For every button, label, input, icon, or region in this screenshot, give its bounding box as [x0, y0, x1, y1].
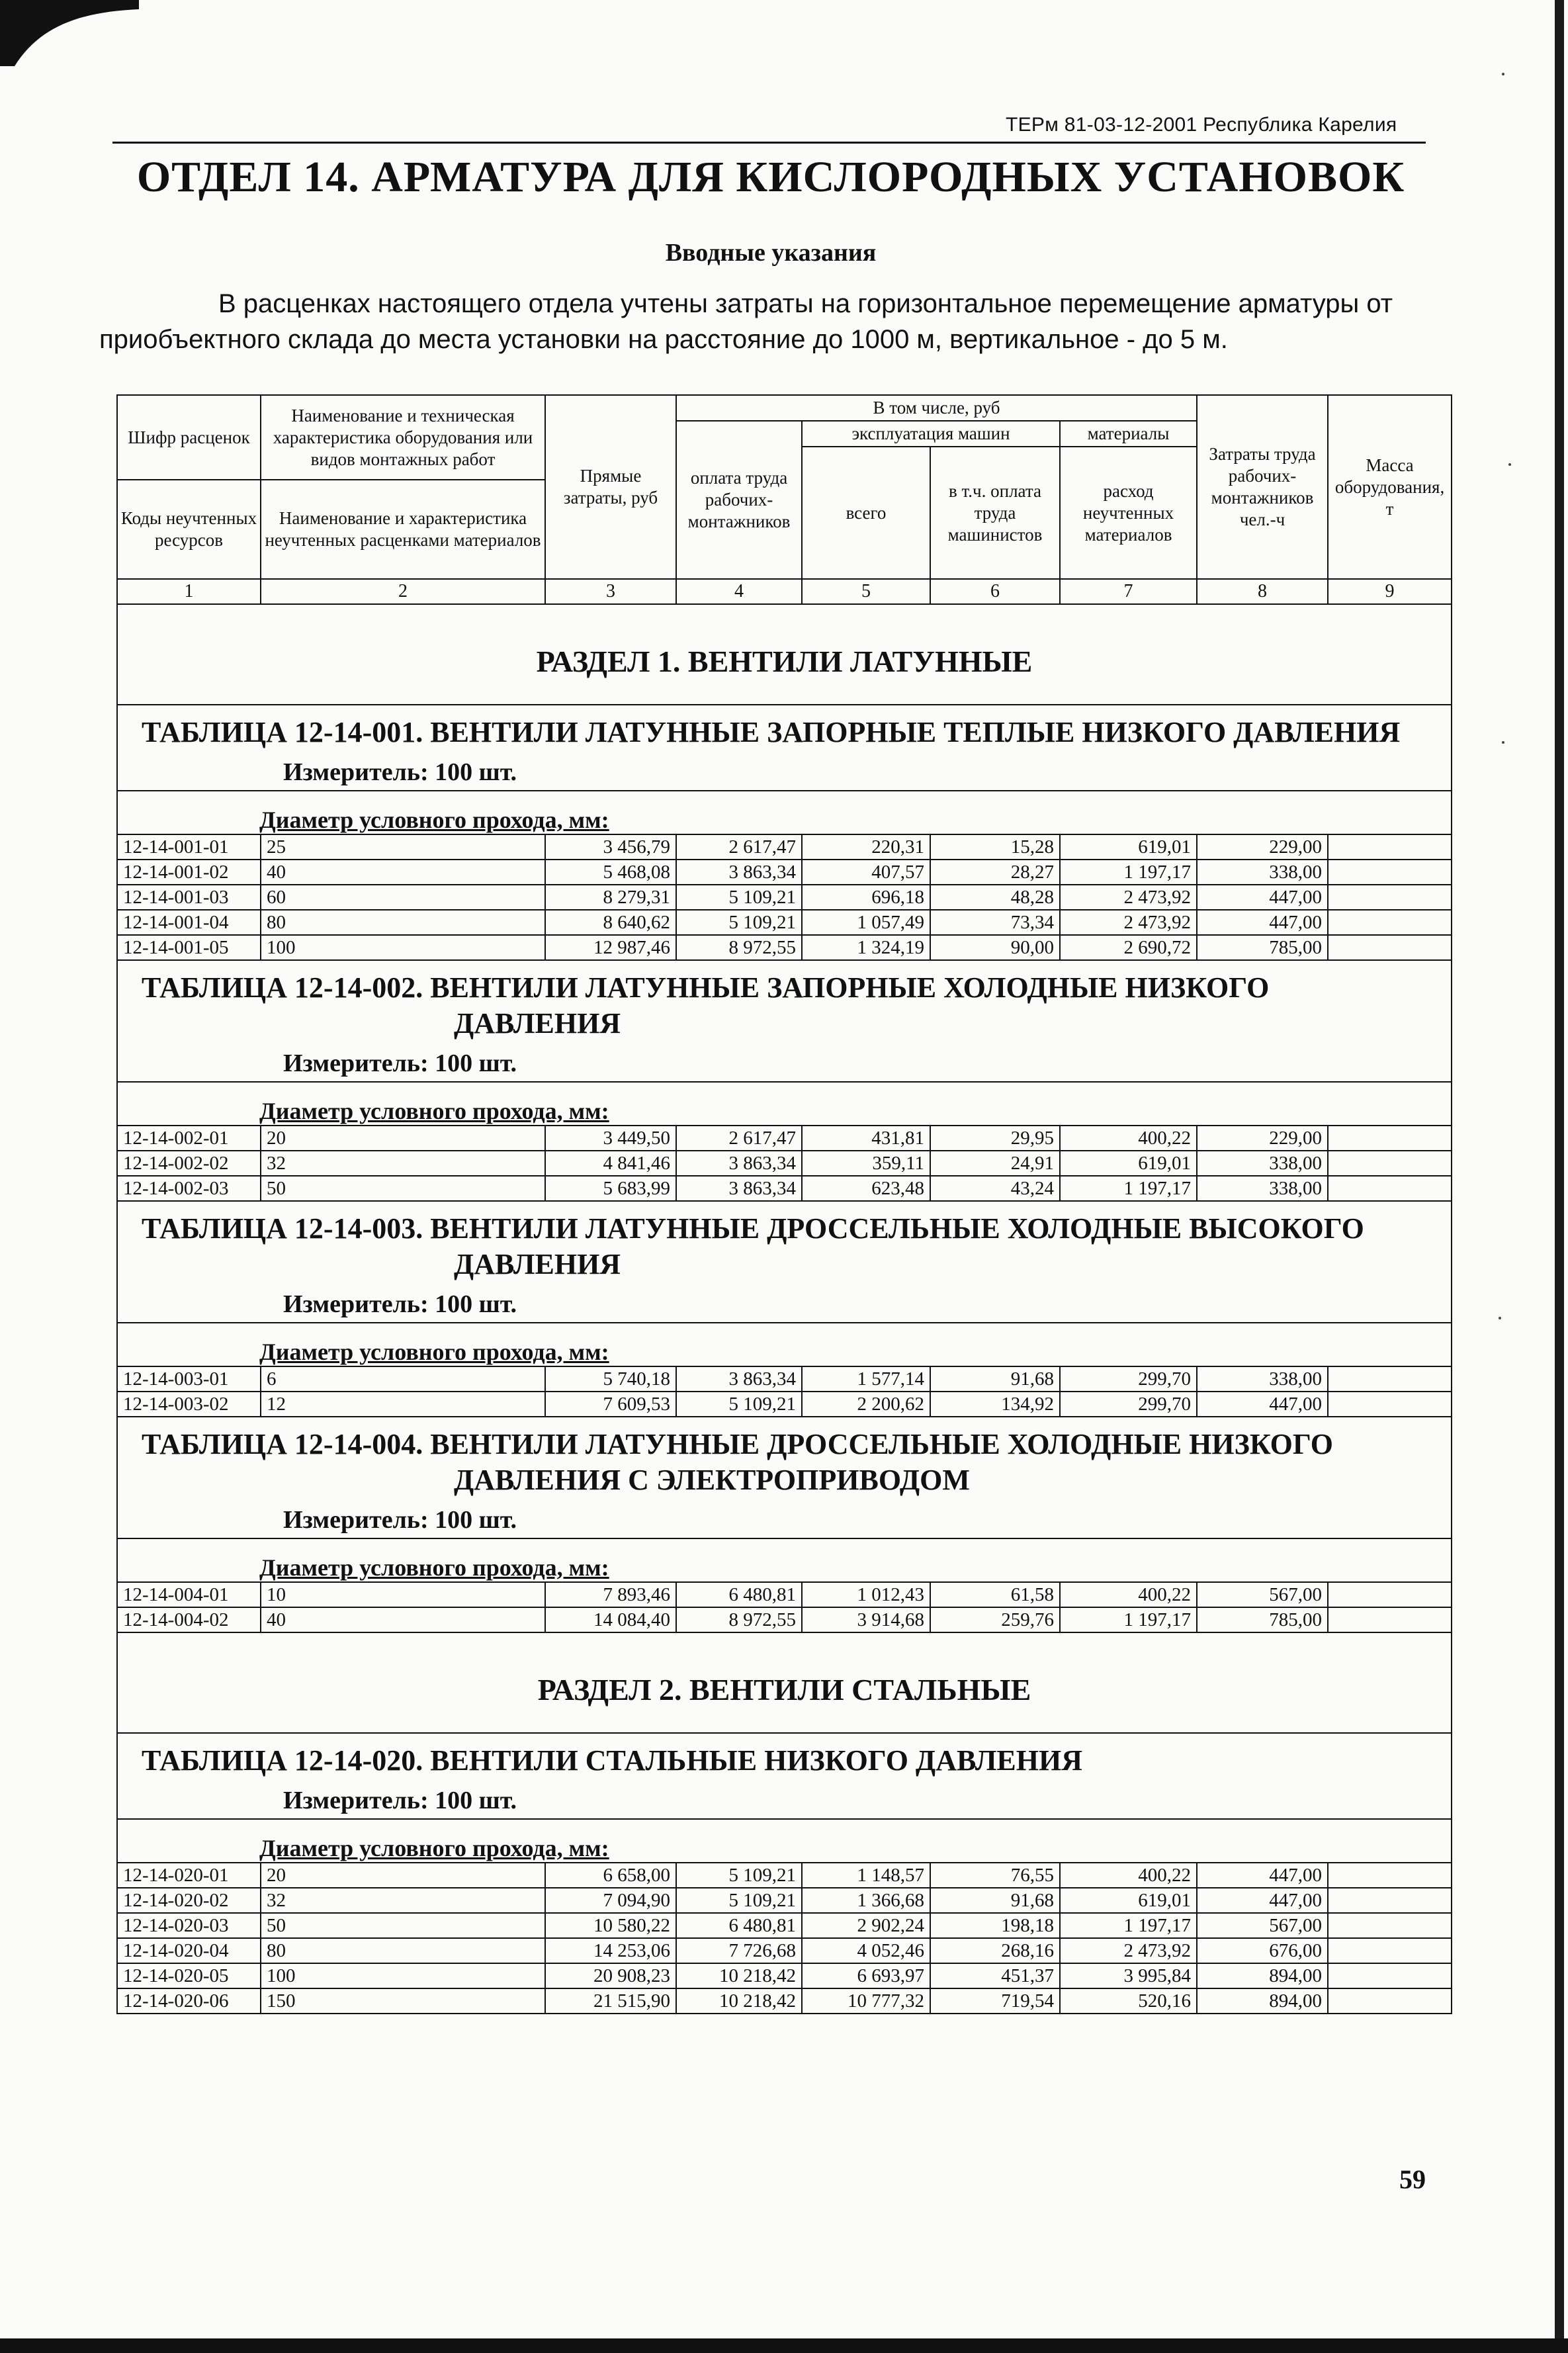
table-cell: 1 148,57	[802, 1863, 930, 1888]
table-cell: 5 109,21	[676, 885, 802, 910]
diameter-row	[117, 791, 1452, 834]
table-cell	[1328, 1582, 1452, 1607]
table-cell: 1 012,43	[802, 1582, 930, 1607]
table-title-continued: ДАВЛЕНИЯ	[454, 1248, 621, 1280]
table-cell	[1328, 935, 1452, 960]
table-cell: 1 324,19	[802, 935, 930, 960]
table-meter	[142, 1783, 1451, 1818]
table-cell: 623,48	[802, 1176, 930, 1201]
table-cell: 134,92	[930, 1392, 1060, 1417]
table-cell: 2 200,62	[802, 1392, 930, 1417]
table-cell: 73,34	[930, 910, 1060, 935]
table-cell: 5 740,18	[545, 1366, 676, 1392]
rate-code-cell: 12-14-001-02	[117, 860, 261, 885]
table-cell: 10 777,32	[802, 1988, 930, 2014]
table-row	[117, 1151, 1452, 1176]
table-cell: 7 094,90	[545, 1888, 676, 1913]
table-cell	[1328, 1963, 1452, 1988]
table-cell: 676,00	[1197, 1938, 1328, 1963]
table-cell: 3 863,34	[676, 1176, 802, 1201]
table-cell: 10 580,22	[545, 1913, 676, 1938]
table-cell: 6 658,00	[545, 1863, 676, 1888]
table-cell	[1328, 860, 1452, 885]
table-row	[117, 834, 1452, 860]
table-cell: 7 609,53	[545, 1392, 676, 1417]
table-cell: 40	[261, 1607, 545, 1632]
table-title: ТАБЛИЦА 12-14-004. ВЕНТИЛИ ЛАТУННЫЕ ДРОССЕЛЬНЫЕ ХОЛОДНЫЕ НИЗКОГО	[142, 1428, 1333, 1460]
diameter-label: Диаметр условного прохода, мм:	[259, 1098, 609, 1124]
table-cell	[1328, 910, 1452, 935]
header-machines-total: всего	[802, 447, 930, 579]
page-number: 59	[1399, 2164, 1426, 2194]
table-cell: 400,22	[1060, 1126, 1197, 1151]
table-cell: 447,00	[1197, 1863, 1328, 1888]
table-cell: 5 109,21	[676, 910, 802, 935]
scan-right-edge	[1555, 0, 1564, 2353]
table-title-block	[117, 1733, 1452, 1819]
table-cell	[1328, 1151, 1452, 1176]
rate-code-cell: 12-14-002-01	[117, 1126, 261, 1151]
table-cell: 229,00	[1197, 834, 1328, 860]
table-cell: 61,58	[930, 1582, 1060, 1607]
table-cell: 785,00	[1197, 1607, 1328, 1632]
table-cell: 3 456,79	[545, 834, 676, 860]
header-name-top: Наименование и техническая характеристика оборудования или видов монтажных работ	[261, 395, 545, 480]
table-cell: 32	[261, 1151, 545, 1176]
column-number: 4	[676, 579, 802, 604]
table-title: ТАБЛИЦА 12-14-002. ВЕНТИЛИ ЛАТУННЫЕ ЗАПОРНЫЕ ХОЛОДНЫЕ НИЗКОГО	[142, 971, 1270, 1004]
table-cell: 2 473,92	[1060, 910, 1197, 935]
table-cell: 4 841,46	[545, 1151, 676, 1176]
table-cell: 338,00	[1197, 860, 1328, 885]
meter-label: Измеритель:	[283, 1787, 429, 1814]
column-number: 5	[802, 579, 930, 604]
scan-speck	[1502, 73, 1504, 75]
table-cell: 10	[261, 1582, 545, 1607]
scan-speck	[1502, 741, 1504, 744]
section-title: РАЗДЕЛ 1. ВЕНТИЛИ ЛАТУННЫЕ	[117, 604, 1452, 705]
table-row	[117, 1392, 1452, 1417]
table-cell: 451,37	[930, 1963, 1060, 1988]
table-cell: 220,31	[802, 834, 930, 860]
rate-code-cell: 12-14-002-02	[117, 1151, 261, 1176]
header-name-bottom: Наименование и характеристика неучтенных расценками материалов	[261, 480, 545, 579]
intro-heading: Вводные указания	[665, 239, 877, 267]
table-cell: 91,68	[930, 1366, 1060, 1392]
table-cell: 2 690,72	[1060, 935, 1197, 960]
table-meter	[142, 1045, 1451, 1081]
rate-code-cell: 12-14-020-06	[117, 1988, 261, 2014]
table-cell: 447,00	[1197, 1392, 1328, 1417]
table-cell: 100	[261, 935, 545, 960]
table-cell: 1 197,17	[1060, 860, 1197, 885]
table-cell: 407,57	[802, 860, 930, 885]
table-cell: 338,00	[1197, 1366, 1328, 1392]
table-cell: 2 473,92	[1060, 1938, 1197, 1963]
table-cell: 719,54	[930, 1988, 1060, 2014]
column-number: 1	[117, 579, 261, 604]
table-cell: 431,81	[802, 1126, 930, 1151]
table-title-block	[117, 1201, 1452, 1323]
table-cell	[1328, 1888, 1452, 1913]
table-cell: 785,00	[1197, 935, 1328, 960]
table-cell: 24,91	[930, 1151, 1060, 1176]
scan-corner-mark	[0, 0, 139, 66]
column-number: 3	[545, 579, 676, 604]
table-cell: 14 084,40	[545, 1607, 676, 1632]
table-row	[117, 1863, 1452, 1888]
rate-code-cell: 12-14-003-01	[117, 1366, 261, 1392]
table-cell: 3 863,34	[676, 1151, 802, 1176]
table-cell: 619,01	[1060, 834, 1197, 860]
table-cell: 50	[261, 1913, 545, 1938]
table-cell: 12	[261, 1392, 545, 1417]
rate-code-cell: 12-14-020-02	[117, 1888, 261, 1913]
table-cell: 400,22	[1060, 1863, 1197, 1888]
diameter-row	[117, 1082, 1452, 1126]
rate-code-cell: 12-14-020-01	[117, 1863, 261, 1888]
header-labor-pay: оплата труда рабочих-монтажников	[676, 421, 802, 579]
diameter-label: Диаметр условного прохода, мм:	[259, 1554, 609, 1581]
table-cell: 3 863,34	[676, 860, 802, 885]
table-row	[117, 935, 1452, 960]
table-cell: 43,24	[930, 1176, 1060, 1201]
scan-bottom-edge	[0, 2338, 1568, 2353]
table-cell: 520,16	[1060, 1988, 1197, 2014]
table-cell: 567,00	[1197, 1582, 1328, 1607]
table-cell: 15,28	[930, 834, 1060, 860]
table-cell: 2 617,47	[676, 834, 802, 860]
table-cell	[1328, 1863, 1452, 1888]
rate-code-cell: 12-14-020-04	[117, 1938, 261, 1963]
table-cell: 91,68	[930, 1888, 1060, 1913]
table-cell: 1 197,17	[1060, 1607, 1197, 1632]
header-direct-costs: Прямые затраты, руб	[545, 395, 676, 579]
table-cell: 8 640,62	[545, 910, 676, 935]
column-number: 8	[1197, 579, 1328, 604]
table-row	[117, 1988, 1452, 2014]
meter-label: Измеритель:	[283, 1290, 429, 1318]
table-cell: 150	[261, 1988, 545, 2014]
scan-speck	[1508, 463, 1511, 466]
diameter-row	[117, 1819, 1452, 1863]
column-number: 9	[1328, 579, 1452, 604]
table-cell: 3 449,50	[545, 1126, 676, 1151]
meter-label: Измеритель:	[283, 1049, 429, 1077]
meter-value: 100 шт.	[435, 1787, 517, 1814]
table-cell: 6 693,97	[802, 1963, 930, 1988]
table-cell: 50	[261, 1176, 545, 1201]
table-title-block	[117, 960, 1452, 1082]
table-cell: 8 279,31	[545, 885, 676, 910]
table-title-block	[117, 705, 1452, 791]
table-row	[117, 1963, 1452, 1988]
table-cell: 3 914,68	[802, 1607, 930, 1632]
table-row	[117, 885, 1452, 910]
diameter-label: Диаметр условного прохода, мм:	[259, 1339, 609, 1365]
table-meter	[142, 1286, 1451, 1322]
table-meter	[142, 1502, 1451, 1538]
running-header: ТЕРм 81-03-12-2001 Республика Карелия	[1006, 114, 1397, 136]
table-cell: 3 995,84	[1060, 1963, 1197, 1988]
table-row	[117, 1176, 1452, 1201]
table-cell: 29,95	[930, 1126, 1060, 1151]
table-title: ТАБЛИЦА 12-14-003. ВЕНТИЛИ ЛАТУННЫЕ ДРОССЕЛЬНЫЕ ХОЛОДНЫЕ ВЫСОКОГО	[142, 1212, 1364, 1245]
table-cell: 894,00	[1197, 1988, 1328, 2014]
table-cell: 3 863,34	[676, 1366, 802, 1392]
table-cell: 20	[261, 1126, 545, 1151]
table-cell: 696,18	[802, 885, 930, 910]
header-rule	[112, 142, 1426, 144]
table-cell: 400,22	[1060, 1582, 1197, 1607]
meter-label: Измеритель:	[283, 758, 429, 786]
table-cell: 5 468,08	[545, 860, 676, 885]
rates-table	[116, 394, 1452, 2014]
table-cell: 2 473,92	[1060, 885, 1197, 910]
table-cell: 1 197,17	[1060, 1176, 1197, 1201]
table-cell: 259,76	[930, 1607, 1060, 1632]
diameter-row	[117, 1323, 1452, 1366]
header-including: В том числе, руб	[676, 395, 1197, 421]
table-cell: 7 726,68	[676, 1938, 802, 1963]
meter-value: 100 шт.	[435, 1506, 517, 1534]
table-row	[117, 1888, 1452, 1913]
table-row	[117, 1582, 1452, 1607]
meter-label: Измеритель:	[283, 1506, 429, 1534]
header-machinists-pay: в т.ч. оплата труда машинистов	[930, 447, 1060, 579]
column-numbers-row	[117, 579, 1452, 604]
table-cell: 268,16	[930, 1938, 1060, 1963]
table-cell: 28,27	[930, 860, 1060, 885]
rate-code-cell: 12-14-020-03	[117, 1913, 261, 1938]
header-code-bottom: Коды неучтенных ресурсов	[117, 480, 261, 579]
table-cell: 338,00	[1197, 1151, 1328, 1176]
table-row	[117, 860, 1452, 885]
table-cell: 338,00	[1197, 1176, 1328, 1201]
table-cell: 1 366,68	[802, 1888, 930, 1913]
rate-code-cell: 12-14-003-02	[117, 1392, 261, 1417]
table-cell: 80	[261, 910, 545, 935]
table-cell: 2 617,47	[676, 1126, 802, 1151]
meter-value: 100 шт.	[435, 1049, 517, 1077]
table-cell: 5 683,99	[545, 1176, 676, 1201]
table-cell: 90,00	[930, 935, 1060, 960]
header-materials: материалы	[1060, 421, 1197, 447]
diameter-label: Диаметр условного прохода, мм:	[259, 807, 609, 833]
header-machines: эксплуатация машин	[802, 421, 1060, 447]
table-cell: 567,00	[1197, 1913, 1328, 1938]
table-cell: 6	[261, 1366, 545, 1392]
table-cell: 5 109,21	[676, 1392, 802, 1417]
section-title: РАЗДЕЛ 2. ВЕНТИЛИ СТАЛЬНЫЕ	[117, 1632, 1452, 1733]
table-cell: 10 218,42	[676, 1988, 802, 2014]
table-cell: 447,00	[1197, 1888, 1328, 1913]
table-cell: 76,55	[930, 1863, 1060, 1888]
header-code-top: Шифр расценок	[117, 395, 261, 480]
table-cell: 60	[261, 885, 545, 910]
table-cell	[1328, 1913, 1452, 1938]
column-number: 6	[930, 579, 1060, 604]
table-meter	[142, 754, 1451, 790]
table-cell: 4 052,46	[802, 1938, 930, 1963]
table-cell	[1328, 1607, 1452, 1632]
scan-speck	[1499, 1317, 1501, 1319]
table-cell: 25	[261, 834, 545, 860]
table-cell	[1328, 834, 1452, 860]
table-cell	[1328, 1176, 1452, 1201]
table-cell: 619,01	[1060, 1151, 1197, 1176]
table-cell: 198,18	[930, 1913, 1060, 1938]
table-cell: 359,11	[802, 1151, 930, 1176]
diameter-row	[117, 1538, 1452, 1582]
table-cell: 229,00	[1197, 1126, 1328, 1151]
header-materials-unaccounted: расход неучтенных материалов	[1060, 447, 1197, 579]
table-cell: 100	[261, 1963, 545, 1988]
table-cell: 7 893,46	[545, 1582, 676, 1607]
table-row	[117, 910, 1452, 935]
rate-code-cell: 12-14-001-04	[117, 910, 261, 935]
table-title: ТАБЛИЦА 12-14-001. ВЕНТИЛИ ЛАТУННЫЕ ЗАПОРНЫЕ ТЕПЛЫЕ НИЗКОГО ДАВЛЕНИЯ	[142, 716, 1401, 748]
meter-value: 100 шт.	[435, 758, 517, 786]
column-number: 7	[1060, 579, 1197, 604]
rate-code-cell: 12-14-001-01	[117, 834, 261, 860]
table-cell: 21 515,90	[545, 1988, 676, 2014]
table-title-continued: ДАВЛЕНИЯ	[454, 1007, 621, 1040]
table-cell: 1 577,14	[802, 1366, 930, 1392]
table-cell: 447,00	[1197, 910, 1328, 935]
table-row	[117, 1938, 1452, 1963]
table-cell: 8 972,55	[676, 935, 802, 960]
table-cell	[1328, 1392, 1452, 1417]
table-cell: 20	[261, 1863, 545, 1888]
table-cell	[1328, 1366, 1452, 1392]
table-cell	[1328, 1126, 1452, 1151]
table-row	[117, 1913, 1452, 1938]
rate-code-cell: 12-14-004-02	[117, 1607, 261, 1632]
table-cell: 1 197,17	[1060, 1913, 1197, 1938]
header-labor-costs: Затраты труда рабочих-монтажников чел.-ч	[1197, 395, 1328, 579]
table-cell: 2 902,24	[802, 1913, 930, 1938]
header-equipment-mass: Масса оборудования, т	[1328, 395, 1452, 579]
table-cell: 14 253,06	[545, 1938, 676, 1963]
rate-code-cell: 12-14-020-05	[117, 1963, 261, 1988]
table-title-continued: ДАВЛЕНИЯ С ЭЛЕКТРОПРИВОДОМ	[454, 1464, 970, 1496]
intro-text: В расценках настоящего отдела учтены затраты на горизонтальное перемещение арматуры от приобъектного склада до места установки на расстояние до 1000 м, вертикальное - до 5 м.	[99, 289, 1393, 354]
column-number: 2	[261, 579, 545, 604]
table-cell: 894,00	[1197, 1963, 1328, 1988]
rate-code-cell: 12-14-001-03	[117, 885, 261, 910]
table-cell	[1328, 1988, 1452, 2014]
rate-code-cell: 12-14-004-01	[117, 1582, 261, 1607]
table-cell: 5 109,21	[676, 1863, 802, 1888]
table-cell: 80	[261, 1938, 545, 1963]
table-cell	[1328, 885, 1452, 910]
table-title-block	[117, 1417, 1452, 1538]
table-cell: 619,01	[1060, 1888, 1197, 1913]
table-cell: 32	[261, 1888, 545, 1913]
table-title: ТАБЛИЦА 12-14-020. ВЕНТИЛИ СТАЛЬНЫЕ НИЗКОГО ДАВЛЕНИЯ	[142, 1744, 1083, 1777]
meter-value: 100 шт.	[435, 1290, 517, 1318]
table-cell: 299,70	[1060, 1366, 1197, 1392]
department-title: ОТДЕЛ 14. АРМАТУРА ДЛЯ КИСЛОРОДНЫХ УСТАНОВОК	[136, 153, 1405, 201]
table-cell: 12 987,46	[545, 935, 676, 960]
rate-code-cell: 12-14-002-03	[117, 1176, 261, 1201]
diameter-label: Диаметр условного прохода, мм:	[259, 1835, 609, 1861]
table-cell: 8 972,55	[676, 1607, 802, 1632]
table-cell: 10 218,42	[676, 1963, 802, 1988]
table-cell: 40	[261, 860, 545, 885]
table-row	[117, 1366, 1452, 1392]
table-cell: 5 109,21	[676, 1888, 802, 1913]
table-row	[117, 1126, 1452, 1151]
table-cell: 1 057,49	[802, 910, 930, 935]
table-cell: 48,28	[930, 885, 1060, 910]
table-row	[117, 1607, 1452, 1632]
table-cell: 6 480,81	[676, 1913, 802, 1938]
table-cell: 447,00	[1197, 885, 1328, 910]
table-cell: 6 480,81	[676, 1582, 802, 1607]
table-cell: 299,70	[1060, 1392, 1197, 1417]
table-cell	[1328, 1938, 1452, 1963]
rate-code-cell: 12-14-001-05	[117, 935, 261, 960]
table-cell: 20 908,23	[545, 1963, 676, 1988]
